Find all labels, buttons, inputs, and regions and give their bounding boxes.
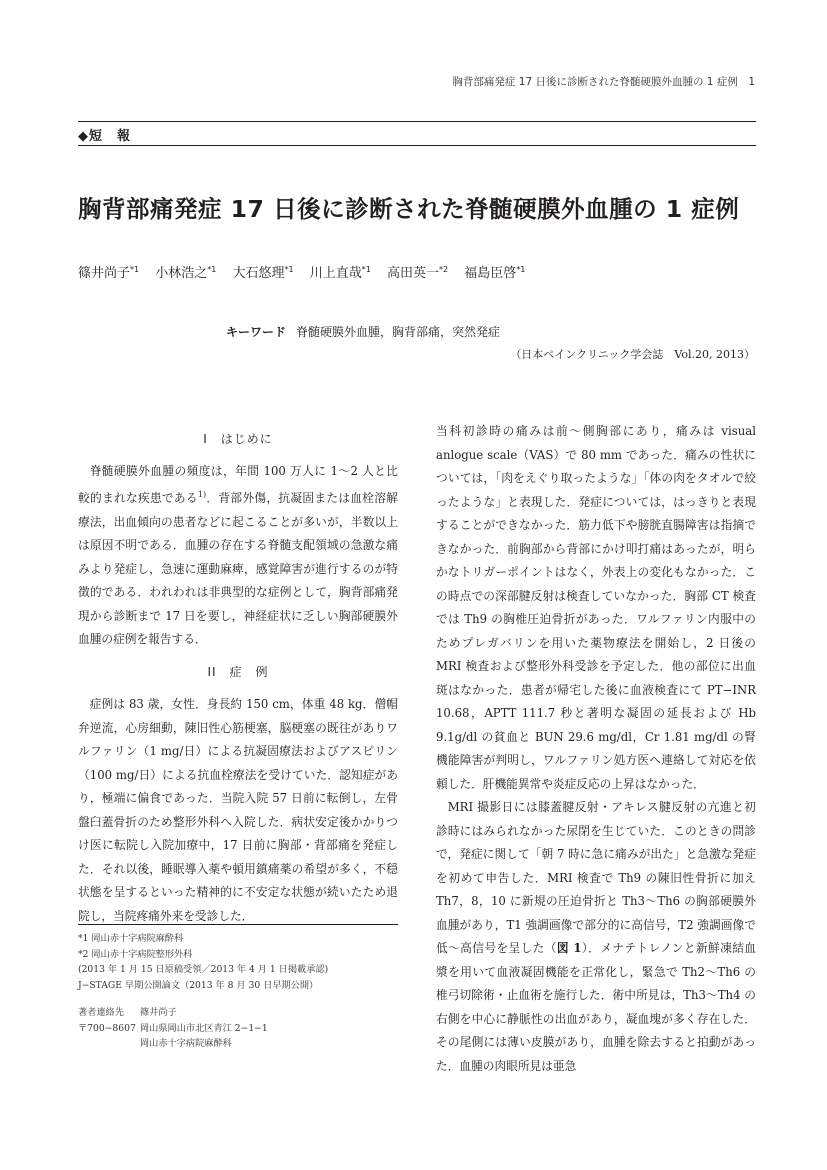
journal-citation: （日本ペインクリニック学会誌 Vol.20, 2013） [510,348,755,361]
correspondence-address: 〒700−8607 岡山県岡山市北区青江 2−1−1 [78,1022,268,1034]
keywords-label: キーワード [226,325,287,339]
keywords-text: 脊髄硬膜外血腫，胸背部痛，突然発症 [296,325,501,339]
section-heading-introduction: I はじめに [203,432,273,446]
author: 大石悠理$^{*1}$ [232,265,294,281]
intro-paragraph: 脊髄硬膜外血腫の頻度は，年間 100 万人に 1〜2 人と比較的まれな疾患である$^{1)}$．背部外傷，抗凝固または血栓溶解療法，出血傾向の患者などに起こることが多いが，半数以上は原因不明である．血腫の存在する脊髄支配領域の急激な痛みより発症し，急速に運動麻痺，感覚障害が進行するのが特徴的である．われわれは非典型的な症例として，胸背部痛発現から診断まで 17 日を要し，神経症状に乏しい胸部硬膜外血腫の症例を報告する． [78,463,398,646]
received-dates: (2013 年 1 月 15 日原稿受領／2013 年 4 月 1 日掲載承認) [78,964,329,975]
footnote-rule [78,924,398,925]
affiliation-1: *1 岡山赤十字病院麻酔科 [78,933,184,944]
correspondence-department: 岡山赤十字病院麻酔科 [140,1038,232,1049]
affiliation-2: *2 岡山赤十字病院整形外科 [78,948,193,960]
author-list [78,262,537,281]
reference-mark: 1) [197,490,207,499]
right-column [436,420,756,1078]
body-paragraph: 当科初診時の痛みは前〜側胸部にあり，痛みは visual anlogue scale（VAS）で 80 mm であった．痛みの性状については，「肉をえぐり取ったような」「体の肉をタオルで絞ったような」と表現した．発症については，はっきりと表現することができなかった．筋力低下や膀胱直腸障害は指摘できなかった．前胸部から背部にかけ叩打痛はあったが，明らかなトリガーポイントはなく，外表上の変化もなかった．この時点での深部腱反射は検査していなかった．胸部 CT 検査では Th9 の胸椎圧迫骨折があった．ワルファリン内服中のためプレガバリンを用いた薬物療法を開始し，2 日後の MRI 検査および整形外科受診を予定した．他の部位に出血斑はなかった．患者が帰宅した後に血液検査にて PT−INR 10.68，APTT 111.7 秒と著明な凝固の延長および Hb 9.1g/dl の貧血と BUN 29.6 mg/dl，Cr 1.81 mg/dl の腎機能障害が判明し，ワルファリン処方医へ連絡して対応を依頼した．肝機能異常や炎症反応の上昇はなかった． [436,424,756,791]
author: 福島臣啓$^{*1}$ [464,265,526,281]
author: 川上直哉$^{*1}$ [309,265,371,281]
running-header: 胸背部痛発症 17 日後に診断された脊髄硬膜外血腫の 1 症例 1 [452,76,755,88]
author: 高田英一$^{*2}$ [387,265,449,281]
keywords [226,323,500,340]
section-label: ◆短 報 [78,129,131,144]
case-paragraph: 症例は 83 歳，女性．身長約 150 cm，体重 48 kg．僧帽弁逆流，心房細動，陳旧性心筋梗塞，脳梗塞の既往がありワルファリン（1 mg/日）による抗凝固療法およびアスピリン（100 mg/日）による抗血栓療法を受けていた．認知症があり，極端に偏食であった．当院入院 57 日前に転倒し，左骨盤臼蓋骨折のため整形外科へ入院した．病状安定後かかりつけ医に転院し入院加療中，17 日前に胸部・背部痛を発症した．それ以後，睡眠導入薬や頓用鎮痛薬の希望が多く，不穏状態を呈するといった精神的に不安定な状態が続いたため退院し，当院疼痛外来を受診した． [78,697,398,923]
section-rule-bottom [78,145,756,146]
correspondence: 著者連絡先 篠井尚子 [78,1007,177,1018]
figure-reference: 図 1 [556,941,582,955]
article-title: 胸背部痛発症 17 日後に診断された脊髄硬膜外血腫の 1 症例 [78,194,740,223]
left-column [78,420,398,928]
footnotes [78,924,398,1052]
body-paragraph: MRI 撮影日には膝蓋腱反射・アキレス腱反射の亢進と初診時にはみられなかった尿閉を生じていた．このときの問診で，発症に関して「朝 7 時に急に痛みが出た」と急激な発症を初めて申告した．MRI 検査で Th9 の陳旧性骨折に加え Th7，8，10 に新規の圧迫骨折と Th3〜Th6 の胸部硬膜外血腫があり，T1 強調画像で部分的に高信号，T2 強調画像で低〜高信号を呈した（図 1）．メナテトレノンと新鮮凍結血漿を用いて血液凝固機能を正常化し，緊急で Th2〜Th6 の椎弓切除術・止血術を施行した．術中所見は，Th3〜Th4 の右側を中心に静脈性の出血があり，凝血塊が多く存在した．その尾側には薄い皮膜があり，血腫を除去すると拍動があった．血腫の肉眼所見は亜急 [436,800,756,1073]
section-rule-top [78,121,756,122]
author: 篠井尚子$^{*1}$ [78,265,140,281]
author: 小林浩之$^{*1}$ [155,265,217,281]
section-heading-case: II 症 例 [207,664,269,679]
jstage-note: J−STAGE 早期公開論文（2013 年 8 月 30 日早期公開） [78,979,319,991]
